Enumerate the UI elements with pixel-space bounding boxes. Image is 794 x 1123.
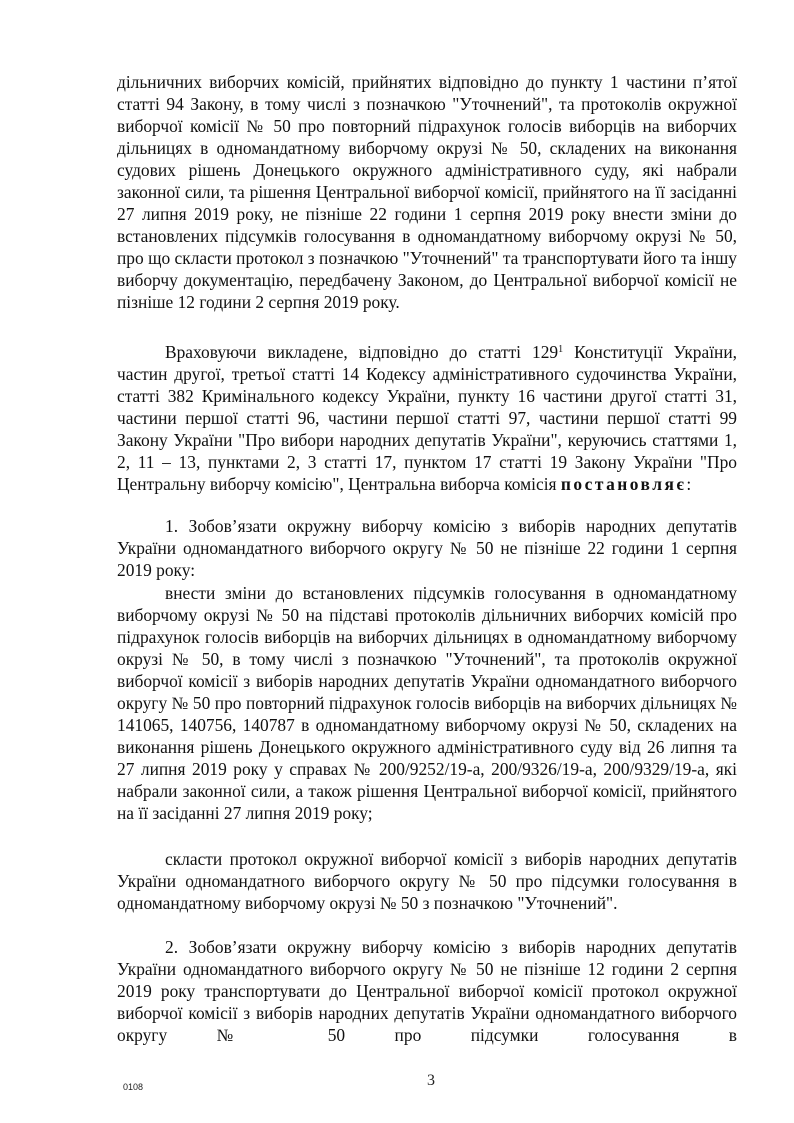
paragraph-item-1 [117, 515, 737, 581]
paragraph-text [117, 341, 737, 495]
paragraph-text: скласти протокол окружної виборчої комісії з виборів народних депутатів України одномандатного виборчого округу № 50 про підсумки голосування в одномандатному виборчому окрузі № 50 з позначкою "Уточнений". [117, 849, 737, 913]
superscript: 1 [558, 344, 564, 355]
paragraph-resolution-basis [117, 341, 737, 495]
paragraph-text-end: : [686, 474, 692, 494]
paragraph-text: внести зміни до встановлених підсумків голосування в одномандатному виборчому окрузі № 50 на підставі протоколів дільничних виборчих комісій про підрахунок голосів виборців на виборчих дільницях в одномандатному виборчому окрузі № 50, в тому числі з позначкою "Уточнений", та протоколів окружної виборчої комісії з виборів народних депутатів України одномандатного виборчого округу № 50 про повторний підрахунок голосів виборців на виборчих дільницях № 141065, 140756, 140787 в одномандатному виборчому окрузі № 50, складених на виконання рішень Донецького окружного адміністративного суду від 26 липня та 27 липня 2019 року у справах № 200/9252/19-а, 200/9326/19-а, 200/9329/19-а, які набрали законної сили, а також рішення Центральної виборчої комісії, прийнятого на її засіданні 27 липня 2019 року; [117, 583, 737, 823]
paragraph-continuation [117, 71, 737, 313]
paragraph-text-start: Враховуючи викладене, відповідно до статті 129 [165, 342, 559, 362]
resolution-keyword: постановляє [560, 474, 687, 494]
paragraph-text: дільничних виборчих комісій, прийнятих відповідно до пункту 1 частини п’ятої статті 94 Закону, в тому числі з позначкою "Уточнений", та протоколів окружної виборчої комісії № 50 про повторний підрахунок голосів виборців на виборчих дільницях в одномандатному виборчому окрузі № 50, складених на виконання судових рішень Донецького окружного адміністративного суду, які набрали законної сили, та рішення Центральної виборчої комісії, прийнятого на її засіданні 27 липня 2019 року, не пізніше 22 години 1 серпня 2019 року внести зміни до встановлених підсумків голосування в одномандатному виборчому окрузі № 50, про що скласти протокол з позначкою "Уточнений" та транспортувати його та іншу виборчу документацію, передбачену Законом, до Центральної виборчої комісії не пізніше 12 години 2 серпня 2019 року. [117, 72, 737, 312]
paragraph-text: 2. Зобов’язати окружну виборчу комісію з виборів народних депутатів України одномандатного виборчого округу № 50 не пізніше 12 години 2 серпня 2019 року транспортувати до Центральної виборчої комісії протокол окружної виборчої комісії з виборів народних депутатів України одномандатного виборчого округу № 50 про підсумки голосування в [117, 937, 737, 1045]
paragraph-text-rest: Конституції України, частин другої, третьої статті 14 Кодексу адміністративного судочинства України, статті 382 Кримінального кодексу України, пункту 16 частини другої статті 31, частини першої статті 96, частини першої статті 97, частини першої статті 99 Закону України "Про вибори народних депутатів України", керуючись статтями 1, 2, 11 – 13, пунктами 2, 3 статті 17, пунктом 17 статті 19 Закону України "Про Центральну виборчу комісію", Центральна виборча комісія [117, 342, 737, 494]
paragraph-text: 1. Зобов’язати окружну виборчу комісію з виборів народних депутатів України одномандатного виборчого округу № 50 не пізніше 22 години 1 серпня 2019 року: [117, 516, 737, 580]
paragraph-item-1-a [117, 582, 737, 824]
footer-document-code: 0108 [123, 1082, 144, 1092]
page-number: 3 [427, 1072, 435, 1089]
paragraph-item-1-b [117, 848, 737, 914]
paragraph-item-2 [117, 936, 737, 1046]
